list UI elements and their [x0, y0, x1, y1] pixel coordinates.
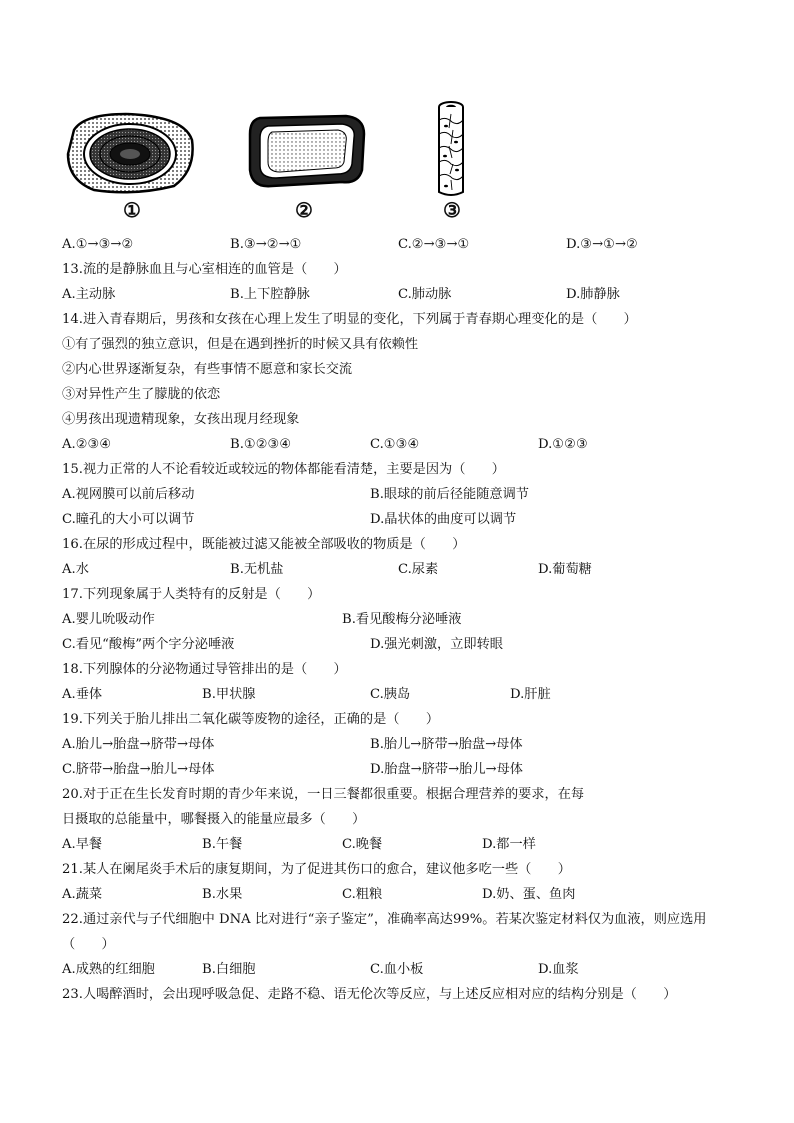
- q16-option-a: A.水: [62, 562, 89, 577]
- q15-option-a: A.视网膜可以前后移动: [62, 487, 195, 502]
- q13-option-b: B.上下腔静脉: [230, 287, 310, 302]
- q16-stem: 16.在尿的形成过程中，既能被过滤又能被全部吸收的物质是（ ）: [62, 537, 466, 552]
- q17-option-a: A.婴儿吮吸动作: [62, 612, 155, 627]
- q14-statement-3: ③对异性产生了朦胧的依恋: [62, 387, 221, 402]
- q20-option-a: A.早餐: [62, 837, 103, 852]
- q18-option-a: A.垂体: [62, 687, 103, 702]
- q14-option-c: C.①③④: [370, 437, 420, 452]
- q22-stem-continued: （ ）: [62, 937, 115, 952]
- q18-option-b: B.甲状腺: [202, 687, 256, 702]
- q17-options-row1: [62, 607, 742, 632]
- q14-options: [62, 432, 742, 457]
- q21-option-d: D.奶、蛋、鱼肉: [482, 887, 576, 902]
- q15-option-d: D.晶状体的曲度可以调节: [370, 512, 517, 527]
- q20-option-b: B.午餐: [202, 837, 243, 852]
- q19-stem: 19.下列关于胎儿排出二氧化碳等废物的途径，正确的是（ ）: [62, 712, 440, 727]
- q21-option-b: B.水果: [202, 887, 243, 902]
- q22-options: [62, 957, 742, 982]
- q20-stem-continued: 日摄取的总能量中，哪餐摄入的能量应最多（ ）: [62, 812, 366, 827]
- capillary-tube-3: [434, 100, 468, 200]
- q13-stem: 13.流的是静脉血且与心室相连的血管是（ ）: [62, 262, 347, 277]
- q15-options-row1: [62, 482, 742, 507]
- q15-stem: 15.视力正常的人不论看较近或较远的物体都能看清楚，主要是因为（ ）: [62, 462, 505, 477]
- q22-option-a: A.成熟的红细胞: [62, 962, 155, 977]
- q18-option-d: D.肝脏: [510, 687, 551, 702]
- q15-options-row2: [62, 507, 742, 532]
- figure-label-2: ②: [295, 198, 313, 222]
- vessel-cross-section-1: [64, 110, 196, 196]
- vessel-cross-section-2: [246, 112, 368, 190]
- q22-option-d: D.血浆: [538, 962, 579, 977]
- q21-option-a: A.蔬菜: [62, 887, 103, 902]
- q21-stem: 21.某人在阑尾炎手术后的康复期间，为了促进其伤口的愈合，建议他多吃一些（ ）: [62, 862, 571, 877]
- figure-row: [0, 98, 794, 220]
- q18-options: [62, 682, 742, 707]
- q20-option-c: C.晚餐: [342, 837, 383, 852]
- q12-option-a: A.①→③→②: [62, 237, 134, 252]
- q14-statement-4: ④男孩出现遗精现象，女孩出现月经现象: [62, 412, 300, 427]
- q19-options-row2: [62, 757, 742, 782]
- q18-stem: 18.下列腺体的分泌物通过导管排出的是（ ）: [62, 662, 347, 677]
- q19-option-d: D.胎盘→脐带→胎儿→母体: [370, 762, 523, 777]
- q16-option-d: D.葡萄糖: [538, 562, 592, 577]
- q13-option-a: A.主动脉: [62, 287, 116, 302]
- q12-option-c: C.②→③→①: [398, 237, 470, 252]
- figure-label-3: ③: [443, 198, 461, 222]
- q20-option-d: D.都一样: [482, 837, 536, 852]
- q13-option-d: D.肺静脉: [566, 287, 620, 302]
- q21-option-c: C.粗粮: [342, 887, 383, 902]
- q12-option-d: D.③→①→②: [566, 237, 638, 252]
- q15-option-b: B.眼球的前后径能随意调节: [370, 487, 529, 502]
- figure-label-1: ①: [123, 198, 141, 222]
- q17-option-b: B.看见酸梅分泌唾液: [342, 612, 462, 627]
- q16-options: [62, 557, 742, 582]
- q13-options: [62, 282, 742, 307]
- q21-options: [62, 882, 742, 907]
- q12-option-b: B.③→②→①: [230, 237, 302, 252]
- q22-option-c: C.血小板: [370, 962, 424, 977]
- q20-options: [62, 832, 742, 857]
- q14-option-d: D.①②③: [538, 437, 588, 452]
- q19-options-row1: [62, 732, 742, 757]
- q17-option-d: D.强光刺激，立即转眼: [370, 637, 503, 652]
- q22-option-b: B.白细胞: [202, 962, 256, 977]
- q16-option-c: C.尿素: [398, 562, 439, 577]
- q18-option-c: C.胰岛: [370, 687, 411, 702]
- q17-stem: 17.下列现象属于人类特有的反射是（ ）: [62, 587, 321, 602]
- q19-option-b: B.胎儿→脐带→胎盘→母体: [370, 737, 523, 752]
- q17-options-row2: [62, 632, 742, 657]
- q16-option-b: B.无机盐: [230, 562, 284, 577]
- q14-statement-2: ②内心世界逐渐复杂，有些事情不愿意和家长交流: [62, 362, 353, 377]
- q14-stem: 14.进入青春期后，男孩和女孩在心理上发生了明显的变化，下列属于青春期心理变化的是（ ）: [62, 312, 637, 327]
- q20-stem: 20.对于正在生长发育时期的青少年来说，一日三餐都很重要。根据合理营养的要求，在每: [62, 787, 585, 802]
- q15-option-c: C.瞳孔的大小可以调节: [62, 512, 195, 527]
- q14-option-b: B.①②③④: [230, 437, 292, 452]
- q19-option-a: A.胎儿→胎盘→脐带→母体: [62, 737, 215, 752]
- q12-options: [62, 232, 742, 257]
- q13-option-c: C.肺动脉: [398, 287, 452, 302]
- q22-stem: 22.通过亲代与子代细胞中 DNA 比对进行“亲子鉴定”，准确率高达99%。若某次鉴定材料仅为血液，则应选用: [62, 912, 707, 927]
- q19-option-c: C.脐带→胎盘→胎儿→母体: [62, 762, 215, 777]
- q17-option-c: C.看见“酸梅”两个字分泌唾液: [62, 637, 235, 652]
- q14-statement-1: ①有了强烈的独立意识，但是在遇到挫折的时候又具有依赖性: [62, 337, 419, 352]
- question-list: [62, 232, 742, 1007]
- q23-stem: 23.人喝醉酒时，会出现呼吸急促、走路不稳、语无伦次等反应，与上述反应相对应的结构分别是（ ）: [62, 987, 677, 1002]
- q14-option-a: A.②③④: [62, 437, 112, 452]
